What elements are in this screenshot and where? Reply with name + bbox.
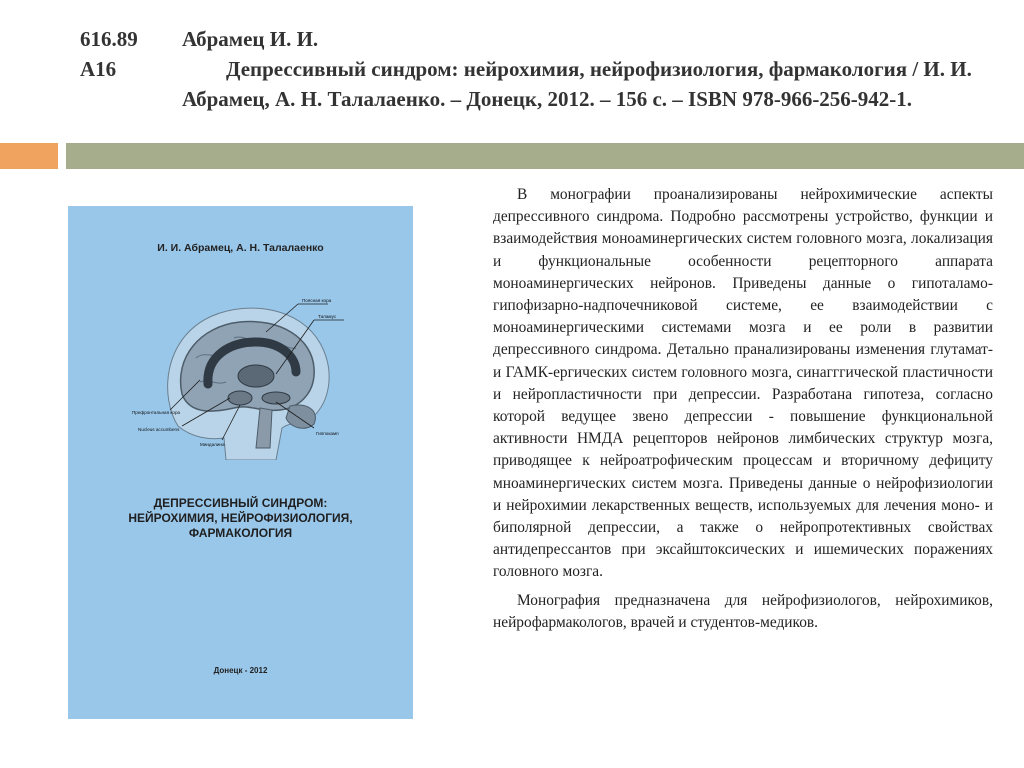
- cover-city-year: Донецк - 2012: [213, 666, 268, 675]
- bibliographic-description: [182, 54, 972, 114]
- label-thalamus: Таламус: [318, 314, 337, 319]
- annotation-paragraph: В монографии проанализированы нейрохимические аспекты депрессивного синдрома. Подробно рассмотрены устройство, функции и взаимодействия моноаминергических систем головного мозга, локализация и функциональные особенности рецепторного аппарата моноаминергических нейронов. Приведены данные о гипоталамо-гипофизарно-надпочечниковой системе, ее взаимодействии с моноаминергическими системами мозга и ее роли в развитии депрессивного синдрома. Детально пранализированы изменения глутамат- и ГАМК-ергических систем головного мозга, синагггической пластичности и нейропластичности при депрессии. Разработана гипотеза, согласно которой ведущее звено депрессии - повышение функциональной активности НМДА рецепторов нейронов лимбических структур мозга, приводящее к нейроатрофическим процессам и вторичному дефициту мноаминергических систем мозга. Приведены данные о нейрофизиологии и нейрохимии лекарственных веществ, используемых для лечения моно- и биполярной депрессии, а также о нейропротективных свойствах антидепрессантов при эксайштоксических и ишемических поражениях головного мозга.: [493, 186, 993, 581]
- label-hippocampus: Гиппокамп: [316, 431, 339, 436]
- divider-accent-left: [0, 143, 58, 169]
- cover-title: [68, 496, 413, 541]
- cover-authors: И. И. Абрамец, А. Н. Талалаенко: [157, 242, 324, 254]
- cover-title-line: ДЕПРЕССИВНЫЙ СИНДРОМ:: [153, 496, 328, 510]
- label-cingulate: Поясная кора: [302, 298, 332, 303]
- divider-bar: [66, 143, 1024, 169]
- udc-code: 616.89: [80, 27, 138, 51]
- label-amygdala: Миндалина: [200, 442, 225, 447]
- cover-title-line: НЕЙРОХИМИЯ, НЕЙРОФИЗИОЛОГИЯ,: [128, 511, 353, 525]
- annotation-paragraph: Монография предназначена для нейрофизиологов, нейрохимиков, нейрофармакологов, врачей и студентов-медиков.: [493, 591, 993, 631]
- record-author: Абрамец И. И.: [182, 27, 319, 51]
- description-text: Депрессивный синдром: нейрохимия, нейрофизиология, фармакология / И. И. Абрамец, А. Н. Талалаенко. – Донецк, 2012. – 156 с. – ISBN 978-966-256-942-1.: [182, 57, 972, 111]
- label-prefrontal: Префронтальная кора: [132, 410, 181, 415]
- author-mark: А16: [80, 57, 117, 81]
- brain-illustration: [130, 298, 370, 460]
- cover-title-line: ФАРМАКОЛОГИЯ: [188, 526, 293, 540]
- label-accumbens: Nucleus accumbens: [138, 427, 180, 432]
- book-cover-image: [68, 206, 413, 719]
- annotation-text: [493, 184, 993, 634]
